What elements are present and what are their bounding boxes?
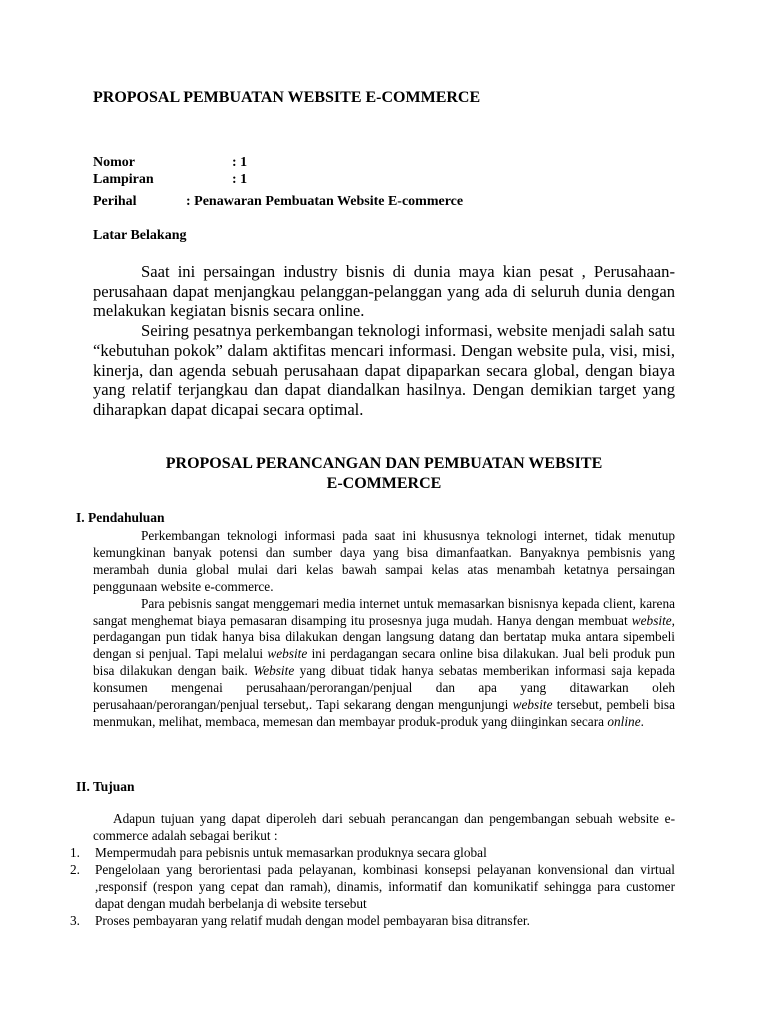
list-item: [70, 845, 675, 862]
pendahuluan-paragraph-1: Perkembangan teknologi informasi pada saat ini khususnya teknologi internet, tidak menutup kemungkinan banyak potensi dan sumber daya yang bisa dimanfaatkan. Banyaknya pembisnis yang merambah dunia global mulai dari kelas bawah sampai kelas atas menambah ketatnya persaingan penggunaan website e-commerce.: [93, 528, 675, 594]
section-pendahuluan-heading: I. Pendahuluan: [76, 510, 165, 525]
p2-website-2: website: [267, 646, 308, 662]
list-item-number: 2.: [70, 861, 80, 877]
latar-paragraph-2: Seiring pesatnya perkembangan teknologi informasi, website menjadi salah satu “kebutuhan pokok” dalam aktifitas mencari informasi. Dengan website pula, visi, misi, kinerja, dan agenda sebuah perusahaan dapat dipaparkan secara global, dengan biaya yang relatif terjangkau dan dapat diandalkan hasilnya. Dengan demikian target yang diharapkan dapat dicapai secara optimal.: [93, 321, 675, 419]
list-item: [70, 862, 675, 913]
section-tujuan-intro: [93, 811, 675, 845]
proposal-subtitle: [93, 454, 675, 494]
tujuan-list: [70, 845, 675, 930]
p2-website-3: Website: [253, 663, 295, 679]
list-item-text: Mempermudah para pebisnis untuk memasarkan produknya secara global: [95, 845, 487, 860]
latar-belakang-body: [93, 262, 675, 420]
nomor-value: : 1: [232, 155, 248, 170]
p2-text-b: , perdagangan pun tidak hanya bisa dilakukan dengan langsung datang dan bertatap muka antara sipembeli dengan si penjual. Tapi melalui: [93, 612, 675, 662]
p2-text-e: tersebut, pembeli bisa menmukan, melihat, membaca, memesan dan membayar produk-produk yang diinginkan secara: [93, 697, 675, 729]
p2-online: online: [607, 713, 641, 729]
list-item-number: 1.: [70, 845, 80, 860]
tujuan-intro: Adapun tujuan yang dapat diperoleh dari sebuah perancangan dan pengembangan sebuah website e-commerce adalah sebagai berikut :: [93, 811, 675, 843]
proposal-subtitle-line-1: PROPOSAL PERANCANGAN DAN PEMBUATAN WEBSITE: [165, 455, 603, 472]
p2-text-d: yang dibuat tidak hanya sebatas memberikan informasi saja kepada konsumen mengenai perusahaan/perorangan/penjual dan apa yang ditawarkan oleh perusahaan/perorangan/penjual tersebut,. Tapi sekarang dengan mengunjungi: [93, 663, 675, 713]
lampiran-value: : 1: [232, 172, 248, 187]
perihal-label: Perihal: [93, 194, 137, 209]
p2-website-4: website: [512, 697, 553, 713]
perihal-value: : Penawaran Pembuatan Website E-commerce: [186, 194, 464, 209]
nomor-label: Nomor: [93, 155, 135, 170]
p2-website-1: website: [631, 612, 672, 628]
p2-text-c: ini perdagangan secara online bisa dilakukan. Jual beli produk pun bisa dilakukan dengan baik.: [93, 646, 675, 679]
lampiran-label: Lampiran: [93, 172, 154, 187]
list-item-number: 3.: [70, 912, 80, 928]
latar-belakang-heading: Latar Belakang: [93, 228, 187, 243]
proposal-subtitle-line-2: E-COMMERCE: [326, 475, 442, 492]
list-item: [70, 913, 675, 930]
section-tujuan-heading: II. Tujuan: [76, 779, 135, 794]
p2-end: .: [640, 713, 644, 729]
document-title: PROPOSAL PEMBUATAN WEBSITE E-COMMERCE: [93, 89, 481, 106]
list-item-text: Pengelolaan yang berorientasi pada pelayanan, kombinasi konsepsi pelayanan konvensional dan virtual ,responsif (respon yang cepat dan ramah), dinamis, informatif dan komunikatif sehingga para customer dapat dengan mudah berbelanja di website tersebut: [95, 861, 675, 911]
p2-text-a: Para pebisnis sangat menggemari media internet untuk memasarkan bisnisnya kepada client, karena sangat menghemat biaya pemasaran disamping itu prosesnya juga mudah. Hanya dengan membuat: [93, 595, 675, 628]
pendahuluan-paragraph-2: [93, 596, 675, 731]
list-item-text: Proses pembayaran yang relatif mudah dengan model pembayaran bisa ditransfer.: [95, 912, 530, 928]
latar-paragraph-1: Saat ini persaingan industry bisnis di dunia maya kian pesat , Perusahaan-perusahaan dapat menjangkau pelanggan-pelanggan yang ada di seluruh dunia dengan melakukan kegiatan bisnis secara online.: [93, 262, 675, 321]
section-pendahuluan-body: [93, 528, 675, 731]
